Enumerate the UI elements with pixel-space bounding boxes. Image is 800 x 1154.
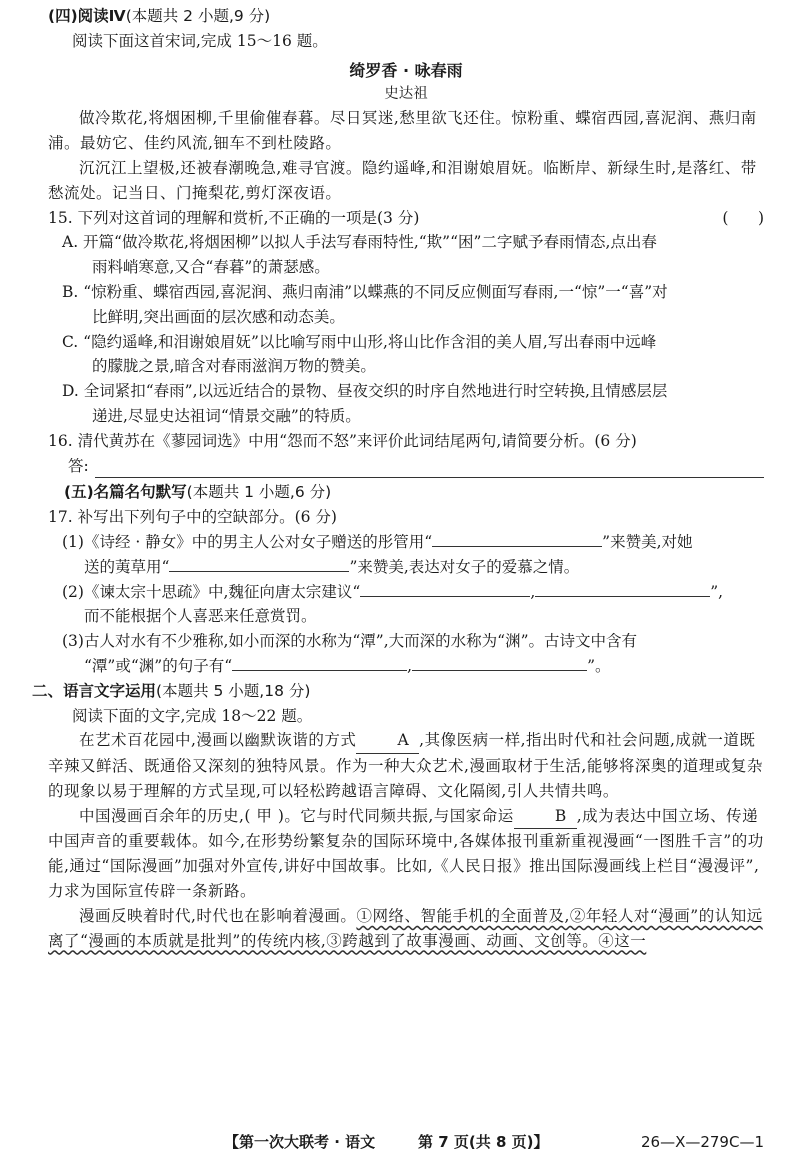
q17-1-text-c: 送的荑草用“	[84, 557, 170, 576]
q16-answer-line[interactable]	[48, 454, 764, 479]
p2-text-a: 中国漫画百余年的历史,( 甲 )。它与时代同频共振,与国家命运	[79, 806, 514, 825]
q17-3-blank-1[interactable]	[232, 656, 407, 671]
section4-title: (四)阅读Ⅳ	[48, 7, 126, 25]
poem-stanza-1: 做冷欺花,将烟困柳,千里偷催春暮。尽日冥迷,愁里欲飞还住。惊粉重、蝶宿西园,喜泥润、燕归南浦。最妨它、佳约风流,钿车不到杜陵路。	[48, 109, 757, 153]
q16-answer-label: 答:	[68, 456, 89, 475]
q17-3-blank-2[interactable]	[412, 656, 587, 671]
option-text-cont: 递进,尽显史达祖词“情景交融”的特质。	[92, 406, 361, 425]
q15-option-a	[48, 230, 764, 280]
q15-option-c	[48, 330, 764, 380]
q17-item-3	[48, 629, 764, 679]
footer-exam-name: 【第一次大联考 · 语文	[224, 1133, 376, 1151]
p2-text-b: ,成为表达中国立场、传递中国声音的重要载体。如今,在形势纷繁复杂的国际环境中,各媒体报刊重新重视漫画“一图胜千言”的功能,通过“国际漫画”加强对外宣传,讲好中国故事。比如,《人民日报》推出国际漫画线上栏目“漫漫评”,力求为国际宣传辟一条新路。	[48, 806, 764, 901]
q17-1-blank-1[interactable]	[432, 532, 602, 547]
q17-1-blank-2[interactable]	[169, 557, 349, 572]
section5-note: (本题共 1 小题,6 分)	[186, 483, 332, 502]
part2-heading	[32, 679, 764, 704]
p1-text-b: ,其像医病一样,指出时代和社会问题,成就一道既辛辣又鲜活、既通俗又深刻的独特风景。作为一种大众艺术,漫画取材于生活,能够将深奥的道理或复杂的现象以易于理解的方式呈现,可以轻松跨越语言障碍、文化隔阂,引人共情共鸣。	[48, 731, 763, 800]
passage-paragraph-3	[48, 904, 764, 954]
q17-item-1	[48, 530, 764, 580]
q15-stem: 15. 下列对这首词的理解和赏析,不正确的一项是(3 分)	[48, 208, 420, 227]
footer-page-number: 第 7 页(共 8 页)】	[418, 1133, 549, 1151]
q17-3-text-a: (3)古人对水有不少雅称,如小而深的水称为“潭”,大而深的水称为“渊”。古诗文中含有	[62, 632, 638, 651]
poem-title: 绮罗香 · 咏春雨	[349, 60, 463, 80]
part2-title: 二、语言文字运用	[32, 681, 157, 700]
q17-2-text-b: ,	[530, 582, 536, 601]
blank-A: A	[356, 728, 419, 754]
section4-note: (本题共 2 小题,9 分)	[125, 7, 271, 25]
q15-option-d	[48, 379, 764, 429]
q17-2-blank-1[interactable]	[360, 582, 530, 597]
option-text: D. 全词紧扣“春雨”,以远近结合的景物、昼夜交织的时序自然地进行时空转换,且情感层层	[62, 382, 668, 401]
passage-paragraph-1	[48, 728, 764, 803]
q17-2-text-c: ”,	[710, 582, 724, 601]
p3-text-a: 漫画反映着时代,时代也在影响着漫画。	[79, 906, 357, 925]
poem-author: 史达祖	[384, 86, 428, 103]
option-text-cont: 的朦胧之景,暗含对春雨滋润万物的赞美。	[92, 357, 376, 376]
option-text-cont: 比鲜明,突出画面的层次感和动态美。	[92, 307, 345, 326]
section5-title: (五)名篇名句默写	[64, 483, 187, 502]
blank-B: B	[514, 804, 577, 830]
section4-instruction: 阅读下面这首宋词,完成 15～16 题。	[72, 31, 328, 50]
question-15	[48, 206, 764, 231]
p1-text-a: 在艺术百花园中,漫画以幽默诙谐的方式	[79, 731, 357, 750]
option-text-cont: 雨料峭寒意,又合“春暮”的萧瑟感。	[92, 258, 330, 277]
part2-instruction: 阅读下面的文字,完成 18～22 题。	[72, 706, 313, 725]
option-text: B. “惊粉重、蝶宿西园,喜泥润、燕归南浦”以蝶燕的不同反应侧面写春雨,一“惊”一“喜”对	[62, 282, 668, 301]
part2-note: (本题共 5 小题,18 分)	[156, 681, 311, 700]
p3-wavy-underlined-text: ①网络、智能手机的全面普及,②年轻人对“漫画”的认知远离了“漫画的本质就是批判”的传统内核,③跨越到了故事漫画、动画、文创等。④这一	[48, 906, 763, 950]
option-text: A. 开篇“做冷欺花,将烟困柳”以拟人手法写春雨特性,“欺”“困”二字赋予春雨情态,点出春	[62, 233, 657, 252]
q17-3-text-c: ,	[407, 656, 413, 675]
q16-stem: 16. 清代黄苏在《蓼园词选》中用“怨而不怒”来评价此词结尾两句,请简要分析。(6 分)	[48, 431, 637, 450]
footer-code: 26—X—279C—1	[640, 1133, 764, 1151]
q17-2-text-d: 而不能根据个人喜恶来任意赏罚。	[84, 607, 317, 626]
section5-heading	[48, 480, 764, 505]
q16-answer-rule[interactable]	[95, 461, 764, 478]
q15-answer-paren: ( )	[722, 208, 764, 227]
poem-stanza-2: 沉沉江上望极,还被春潮晚急,难寻官渡。隐约遥峰,和泪谢娘眉妩。临断岸、新绿生时,是落红、带愁流处。记当日、门掩梨花,剪灯深夜语。	[48, 158, 757, 202]
q17-1-text-a: (1)《诗经 · 静女》中的男主人公对女子赠送的彤管用“	[62, 532, 433, 551]
q17-1-text-d: ”来赞美,表达对女子的爱慕之情。	[349, 557, 580, 576]
q17-item-2	[48, 580, 764, 630]
q17-1-text-b: ”来赞美,对她	[602, 532, 693, 551]
q17-stem: 17. 补写出下列句子中的空缺部分。(6 分)	[48, 508, 337, 527]
option-text: C. “隐约遥峰,和泪谢娘眉妩”以比喻写雨中山形,将山比作含泪的美人眉,写出春雨中远峰	[62, 332, 657, 351]
q17-2-text-a: (2)《谏太宗十思疏》中,魏征向唐太宗建议“	[62, 582, 361, 601]
q17-2-blank-2[interactable]	[535, 582, 710, 597]
q17-3-text-d: ”。	[587, 656, 611, 675]
section4-heading	[48, 4, 764, 29]
passage-paragraph-2	[48, 804, 764, 904]
q15-option-b	[48, 280, 764, 330]
q17-3-text-b: “潭”或“渊”的句子有“	[84, 656, 233, 675]
